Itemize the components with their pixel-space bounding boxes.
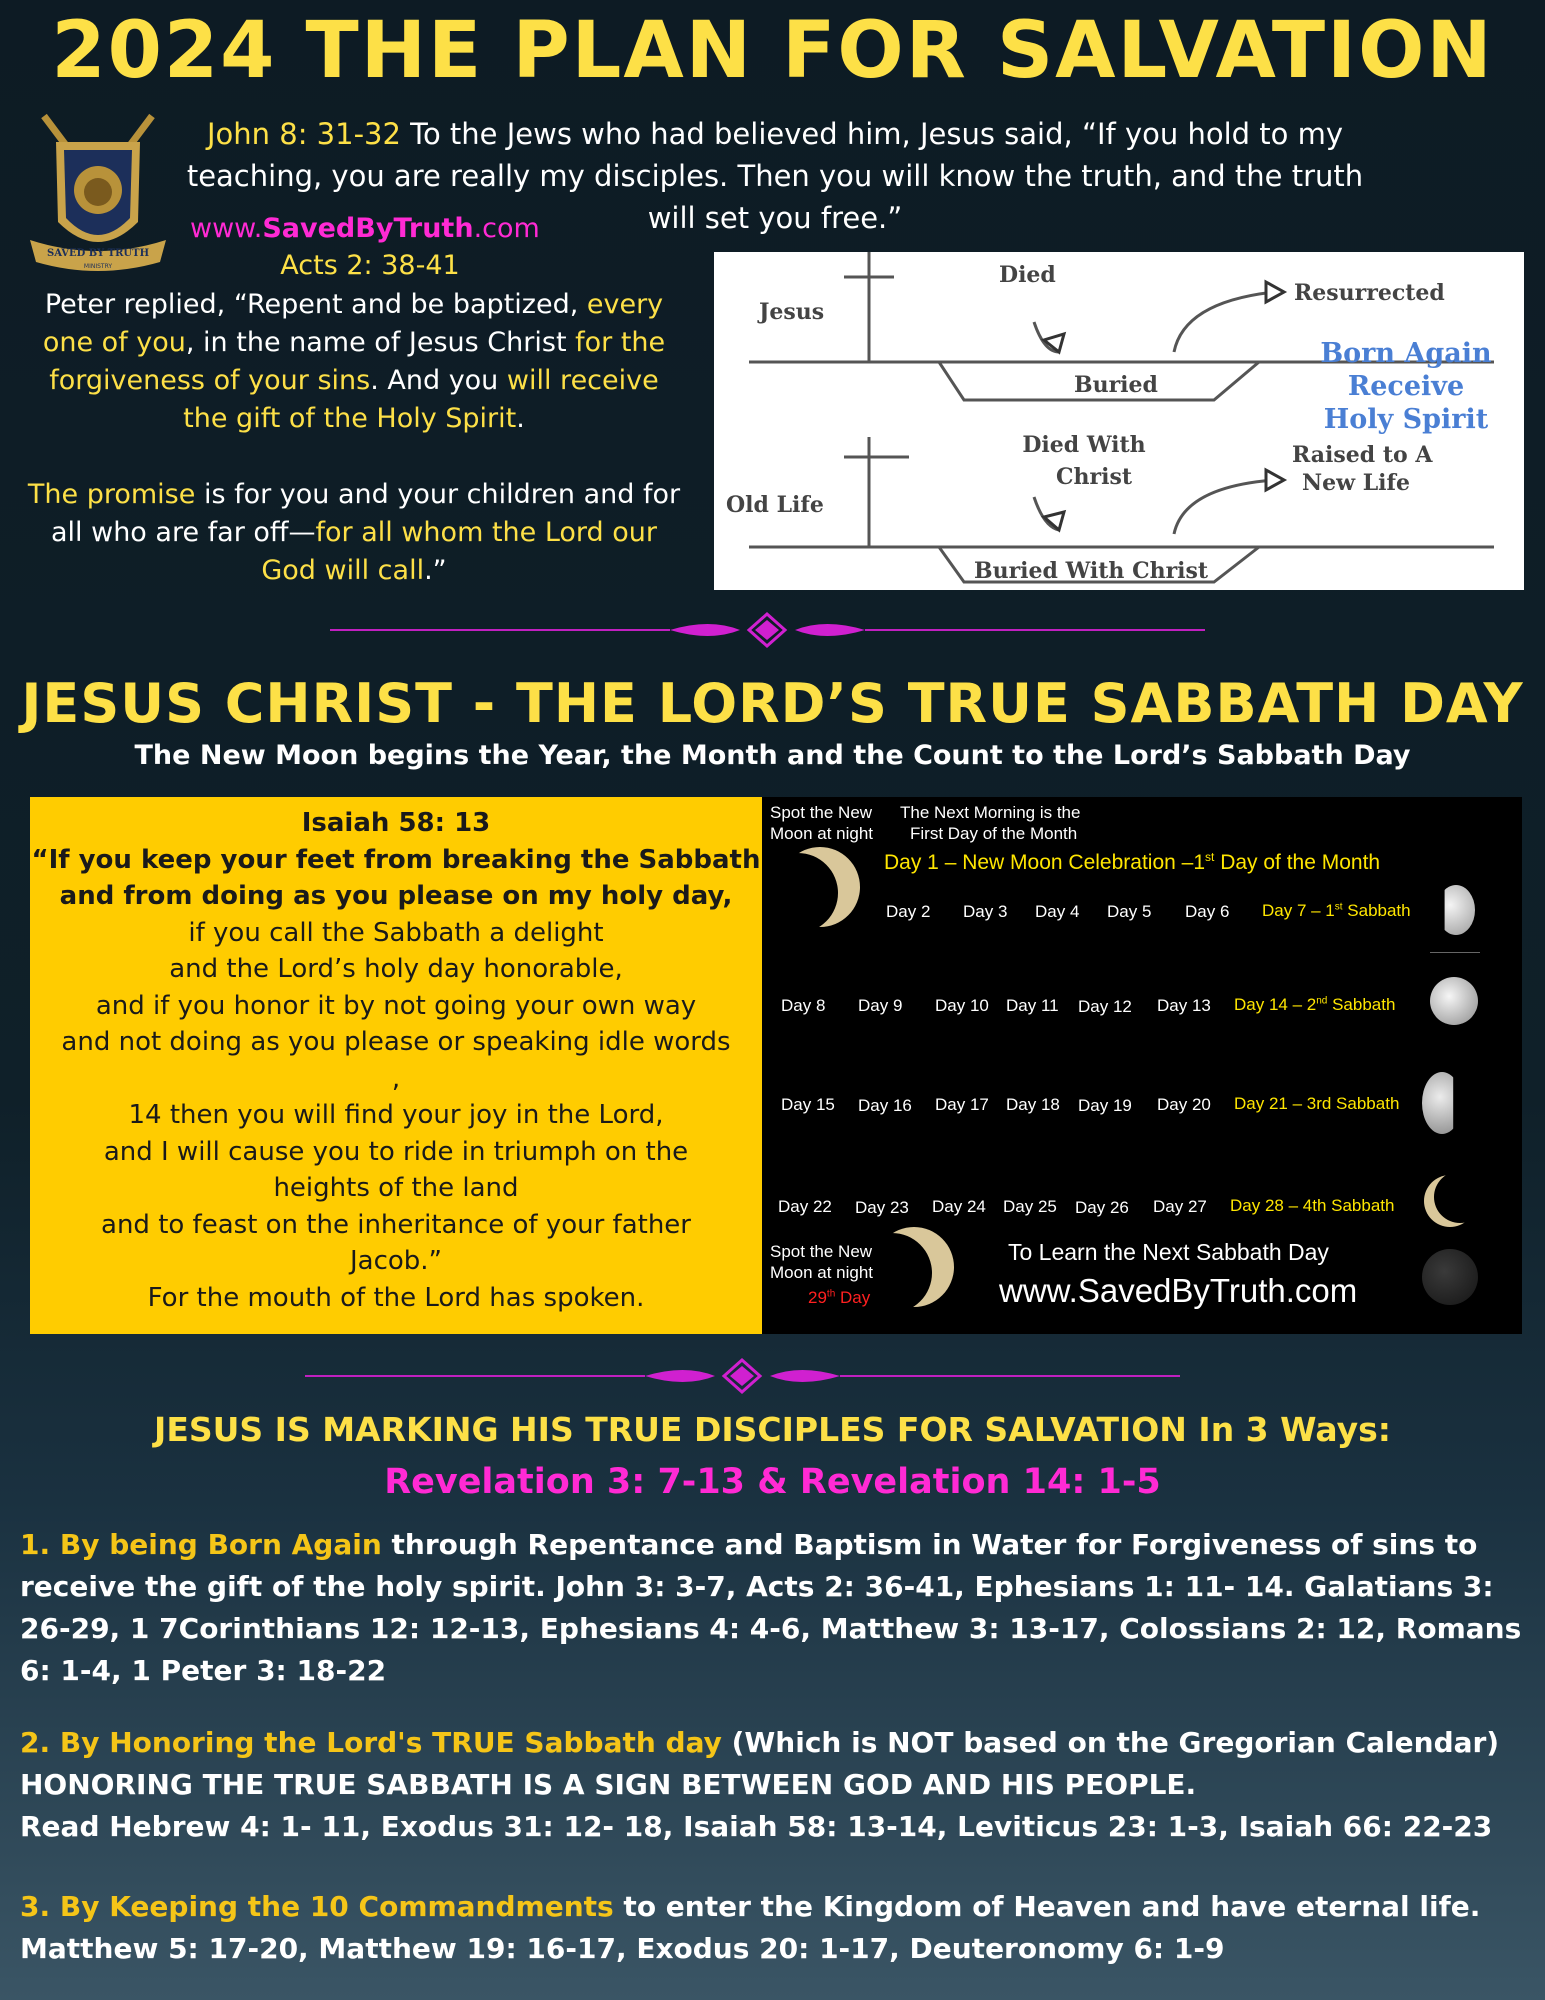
lion-shield-logo-icon [26,112,170,282]
full-moon-icon [1430,977,1478,1025]
cal-day: Day 12 [1078,997,1132,1016]
point-3-line-1 [20,1886,1525,1928]
cal-day: Day 10 [935,996,989,1015]
point-3-text: to enter the Kingdom of Heaven and have eternal life. [613,1890,1481,1923]
diagram-christ: Christ [1055,464,1133,490]
cal-sab2-end: Sabbath [1327,995,1396,1014]
cal-day: Day 6 [1185,902,1230,921]
isaiah-line: if you call the Sabbath a delight [188,917,604,948]
cal-spot-2a: Spot the New [770,1242,873,1261]
logo-subtext: MINISTRY [83,263,113,270]
cal-day: Day 11 [1006,996,1059,1015]
cal-day: Day 25 [1003,1197,1057,1216]
cal-day: Day 27 [1153,1197,1207,1216]
isaiah-line: and if you honor it by not going your own way [95,990,697,1021]
diagram-raised-1: Raised to A [1292,442,1433,468]
peter-text-4: . [516,403,525,434]
point-1-heading: 1. By being Born Again [20,1528,382,1561]
waxing-moon-icon [1437,885,1475,935]
cal-next-2: First Day of the Month [910,824,1078,843]
point-2-line-1 [20,1722,1525,1764]
cal-day: Day 16 [858,1096,912,1115]
point-3 [20,1886,1525,1970]
point-3-line-2: Matthew 5: 17-20, Matthew 19: 16-17, Exodus 20: 1-17, Deuteronomy 6: 1-9 [20,1932,1225,1965]
cal-day-29 [808,1288,870,1308]
cal-sabbath-4: Day 28 – 4th Sabbath [1230,1196,1395,1215]
cal-day: Day 19 [1078,1096,1132,1115]
website-prefix: www. [190,213,263,244]
cal-day: Day 26 [1075,1198,1129,1217]
ornament-divider [305,1356,1180,1396]
diagram-raised-2: New Life [1302,470,1410,496]
diagram-died: Died [999,262,1056,288]
peter-verse [24,286,684,438]
acts-ref: Acts 2: 38-41 [280,250,460,281]
cal-spot-2b: Moon at night [770,1263,874,1282]
promise-verse [24,476,684,590]
cal-sabbath-3: Day 21 – 3rd Sabbath [1234,1094,1400,1113]
cal-day29-end: Day [835,1288,871,1307]
cal-day: Day 8 [781,996,826,1015]
cal-day: Day 5 [1107,902,1152,921]
waning-moon-icon [1422,1072,1462,1134]
new-moon-icon [1422,1249,1478,1305]
cal-day: Day 3 [963,902,1008,921]
john-text: To the Jews who had believed him, Jesus said, “If you hold to my teaching, you are really my disciples. Then you will know the truth, and the truth will set you free.” [186,117,1364,235]
crescent-moon-icon [874,1227,954,1307]
cal-day: Day 23 [855,1198,909,1217]
john-ref: John 8: 31-32 [206,117,401,151]
promise-highlight-2: for all whom the Lord our God will call [261,517,658,586]
point-3-heading: 3. By Keeping the 10 Commandments [20,1890,614,1923]
cal-sab1-end: Sabbath [1342,901,1411,920]
cal-site-link[interactable]: www.SavedByTruth.com [999,1272,1358,1309]
isaiah-line: heights of the land [273,1173,519,1203]
page-title: 2024 THE PLAN FOR SALVATION [51,6,1494,96]
cal-spot-1a: Spot the New [770,803,873,822]
cal-day: Day 18 [1006,1095,1060,1114]
isaiah-line: , [391,1063,401,1094]
diagram-old-life: Old Life [726,492,824,518]
isaiah-line: For the mouth of the Lord has spoken. [147,1282,645,1313]
ornament-divider [330,610,1205,650]
logo-text: SAVED BY TRUTH [46,248,150,259]
cal-day1-end: Day of the Month [1214,851,1381,874]
isaiah-line: Jacob.” [349,1246,443,1276]
cal-day1-sup: st [1205,850,1215,864]
cal-sabbath-2 [1234,995,1395,1015]
cal-learn: To Learn the Next Sabbath Day [1008,1239,1329,1265]
peter-highlight-3: will receive the gift of the Holy Spirit [183,365,659,434]
cal-next-1: The Next Morning is the [900,803,1081,822]
isaiah-line: and the Lord’s holy day honorable, [169,954,623,984]
lunar-calendar [762,797,1522,1334]
diagram-died-with: Died With [1022,432,1146,458]
website-suffix: .com [473,213,540,244]
baptism-diagram [714,252,1524,590]
cal-day29-sup: th [826,1288,836,1300]
isaiah-line: 14 then you will find your joy in the Lord, [128,1100,664,1130]
cal-day: Day 2 [886,902,931,921]
waning-crescent-icon [1424,1175,1476,1227]
website-brand: SavedByTruth [262,213,474,244]
sabbath-title: JESUS CHRIST - THE LORD’S TRUE SABBATH DAY [21,672,1524,735]
diagram-resurrected: Resurrected [1294,280,1445,306]
promise-end: .” [424,555,447,586]
cal-sabbath-1 [1262,901,1411,921]
isaiah-line: and to feast on the inheritance of your father [101,1209,691,1240]
cal-day1-text: Day 1 – New Moon Celebration –1 [884,851,1206,874]
diagram-born-again: Born Again [1320,338,1492,369]
point-1-text: through Repentance and Baptism in Water for Forgiveness of sins to receive the gift of the holy spirit. John 3: 3-7, Acts 2: 36-41, Ephesians 1: 11- 14. Galatians 3: 26-29, 1 7Corinthians 12: 12-13, Ephesians 4: 4-6, Matthew 3: 13-17, Colossians 2: 12, Romans 6: 1-4, 1 Peter 3: 18-22 [20,1528,1522,1687]
cal-day: Day 13 [1157,996,1211,1015]
diagram-holy-spirit: Holy Spirit [1323,404,1489,435]
cal-sab2-text: Day 14 – 2 [1234,995,1317,1014]
cal-sab1-sup: st [1334,901,1343,913]
isaiah-line-b1: “If you keep your feet from breaking the Sabbath [31,844,761,875]
cal-day29-num: 29 [808,1288,827,1307]
point-2-text: (Which is NOT based on the Gregorian Calendar) [721,1726,1500,1759]
point-2-line-2: HONORING THE TRUE SABBATH IS A SIGN BETWEEN GOD AND HIS PEOPLE. [20,1768,1197,1801]
isaiah-ref: Isaiah 58: 13 [301,808,491,838]
isaiah-box [30,797,762,1334]
peter-text-3: . And you [370,365,507,396]
diagram-buried-with: Buried With Christ [974,558,1209,584]
cal-sab2-sup: nd [1316,995,1328,1007]
disciples-ref: Revelation 3: 7-13 & Revelation 14: 1-5 [384,1462,1161,1502]
isaiah-line: and I will cause you to ride in triumph on the [103,1136,689,1167]
cal-day-1 [884,850,1380,875]
sabbath-subtitle: The New Moon begins the Year, the Month and the Count to the Lord’s Sabbath Day [134,740,1411,771]
peter-highlight-1: every one of you [42,289,664,358]
cal-day: Day 9 [858,996,903,1015]
peter-text-1: Peter replied, “Repent and be baptized, [44,289,587,320]
promise-highlight-1: The promise [27,479,196,510]
cal-sab1-text: Day 7 – 1 [1262,901,1335,920]
cal-day: Day 22 [778,1197,832,1216]
cal-day: Day 17 [935,1095,989,1114]
cal-separator [1430,952,1480,953]
cal-day: Day 4 [1035,902,1080,921]
diagram-receive: Receive [1347,371,1465,402]
isaiah-line: and not doing as you please or speaking idle words [61,1027,731,1057]
disciples-title: JESUS IS MARKING HIS TRUE DISCIPLES FOR SALVATION In 3 Ways: [154,1410,1391,1449]
cal-spot-1b: Moon at night [770,824,874,843]
isaiah-line-b2: and from doing as you please on my holy day, [59,881,733,911]
peter-highlight-2: for the forgiveness of your sins [49,327,666,396]
peter-text-2: , in the name of Jesus Christ [185,327,576,358]
cal-day: Day 15 [781,1095,835,1114]
diagram-jesus: Jesus [759,299,825,325]
cal-day: Day 24 [932,1197,986,1216]
cal-day: Day 20 [1157,1095,1211,1114]
point-2 [20,1722,1525,1848]
website-link[interactable] [190,213,540,244]
promise-text: is for you and your children and for all who are far off— [50,479,681,548]
point-1 [20,1524,1525,1692]
point-2-heading: 2. By Honoring the Lord's TRUE Sabbath day [20,1726,722,1759]
diagram-buried: Buried [1074,372,1158,398]
crescent-moon-icon [780,847,860,927]
point-2-line-3: Read Hebrew 4: 1- 11, Exodus 31: 12- 18, Isaiah 58: 13-14, Leviticus 23: 1-3, Isaiah 66: 22-23 [20,1810,1493,1843]
